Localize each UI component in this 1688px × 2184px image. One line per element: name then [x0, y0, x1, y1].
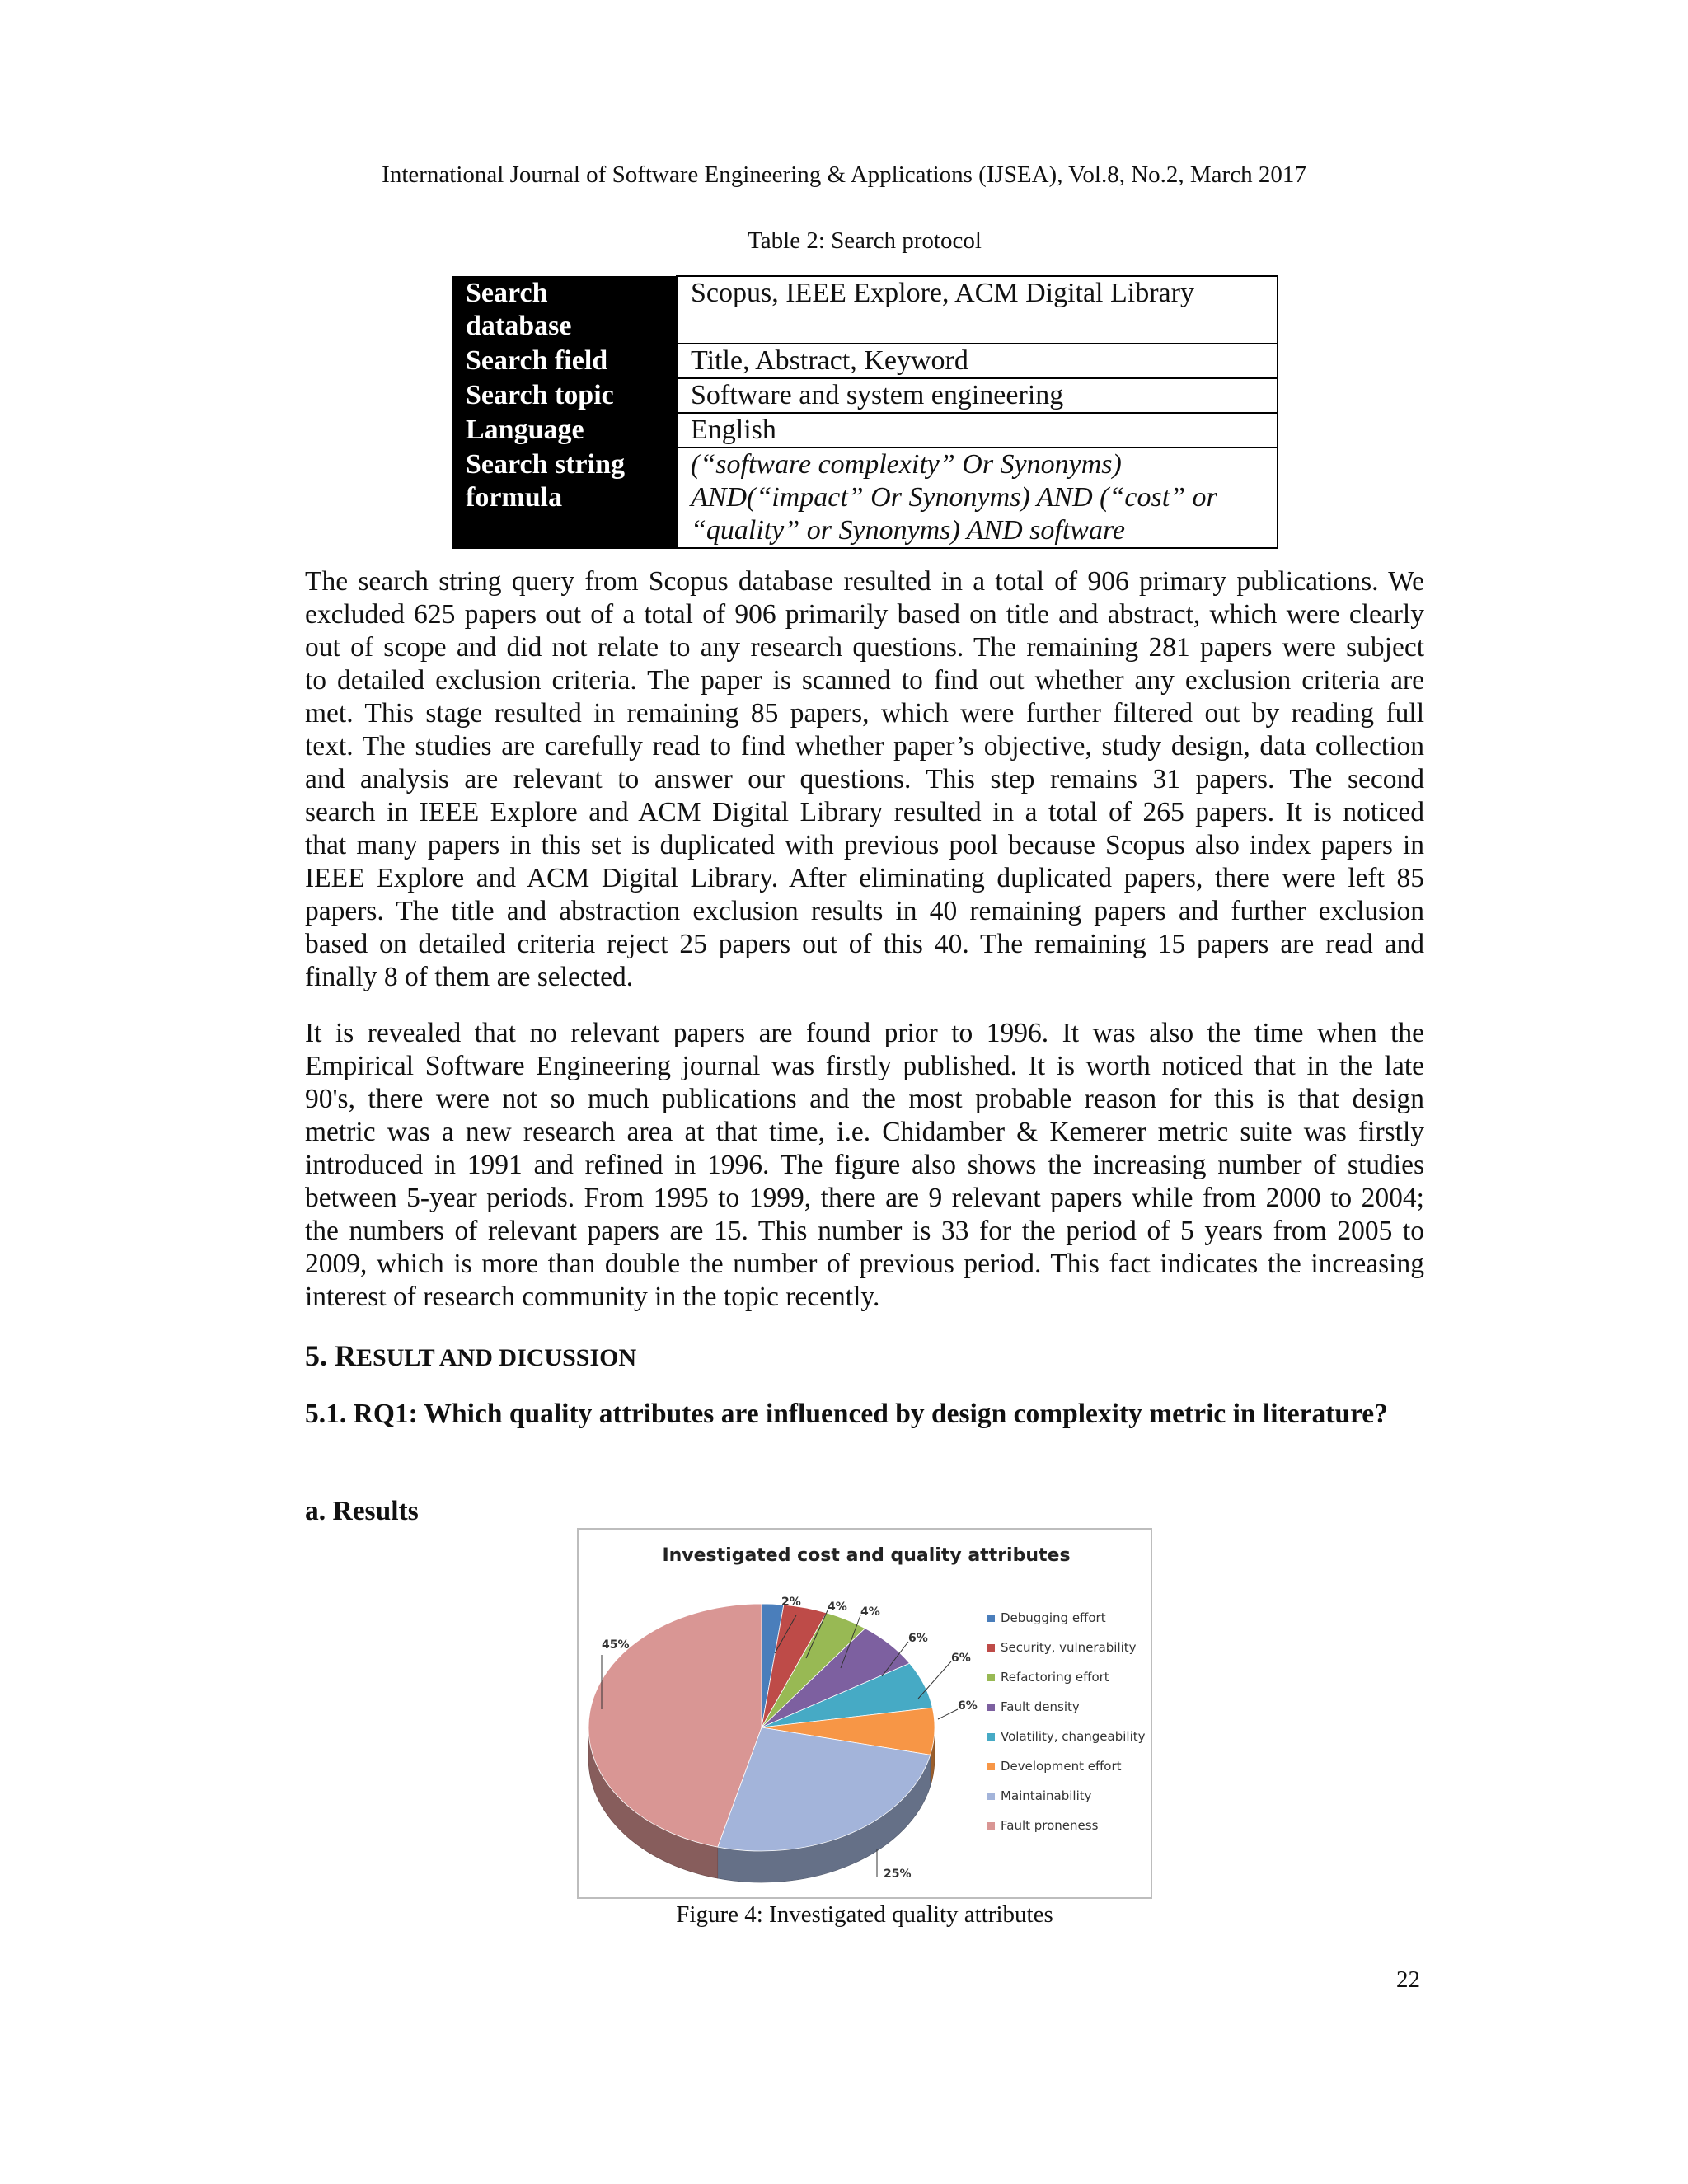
legend-entry: Fault density [1001, 1699, 1080, 1714]
data-label: 45% [602, 1638, 630, 1652]
chart-title: Investigated cost and quality attributes [662, 1545, 1071, 1566]
paragraph-line: the numbers of relevant papers are 15. This number is 33 for the period of 5 years from 2005 to [305, 1216, 1424, 1246]
paragraph-line: Empirical Software Engineering journal was firstly published. It is worth noticed that in the late [305, 1051, 1424, 1081]
table-value-cell: (“software complexity” Or Synonyms) AND(“impact” Or Synonyms) AND (“cost” or “quality” or Synonyms) AND software [677, 448, 1278, 548]
paragraph-line: text. The studies are carefully read to find whether paper’s objective, study design, data collection [305, 731, 1424, 762]
table-row [452, 378, 1278, 413]
paragraph-line: met. This stage resulted in remaining 85 papers, which were further filtered out by reading full [305, 698, 1424, 729]
paragraph-line: and analysis are relevant to answer our questions. This step remains 31 papers. The second [305, 764, 1424, 794]
table-key-cell: Language [452, 413, 678, 448]
paragraph-line: that many papers in this set is duplicated with previous pool because Scopus also index papers in [305, 830, 1424, 860]
figure-caption: Figure 4: Investigated quality attributes [676, 1901, 1053, 1928]
table-value-cell: Scopus, IEEE Explore, ACM Digital Library [677, 276, 1278, 344]
legend-entry: Refactoring effort [1001, 1670, 1109, 1685]
table-row [452, 276, 1278, 344]
section-heading: 5. RESULT AND DICUSSION [305, 1339, 637, 1372]
paragraph-line: metric was a new research area at that time, i.e. Chidamber & Kemerer metric suite was firstly [305, 1117, 1424, 1147]
paragraph-line: excluded 625 papers out of a total of 906 primarily based on title and abstract, which were clearly [305, 599, 1424, 630]
table-key-cell: Search string formula [452, 448, 678, 548]
legend-swatch [987, 1644, 995, 1652]
table-value-cell: Software and system engineering [677, 378, 1278, 413]
paragraph-line: finally 8 of them are selected. [305, 962, 634, 992]
paragraph-line: introduced in 1991 and refined in 1996. The figure also shows the increasing number of studies [305, 1150, 1424, 1180]
paragraph-line: The search string query from Scopus database resulted in a total of 906 primary publications. We [305, 566, 1424, 597]
pie-chart [579, 1530, 1154, 1900]
table-row [452, 344, 1278, 378]
legend-entry: Security, vulnerability [1001, 1640, 1137, 1655]
table-row [452, 448, 1278, 548]
legend-swatch [987, 1822, 995, 1830]
legend-swatch [987, 1763, 995, 1770]
data-label-leader [938, 1709, 958, 1719]
data-label: 6% [958, 1699, 978, 1713]
legend-swatch [987, 1615, 995, 1622]
legend-entry: Maintainability [1001, 1788, 1092, 1803]
table-value-cell: English [677, 413, 1278, 448]
search-protocol-table [452, 275, 1278, 549]
paragraph-line: interest of research community in the topic recently. [305, 1282, 880, 1312]
paragraph-line: 90's, there were not so much publications and the most probable reason for this is that design [305, 1084, 1424, 1114]
table-key-cell: Search field [452, 344, 678, 378]
pie-chart-figure [577, 1528, 1152, 1899]
paragraph-line: 2009, which is more than double the number of previous period. This fact indicates the increasing [305, 1249, 1424, 1279]
legend-entry: Fault proneness [1001, 1818, 1099, 1833]
data-label: 6% [951, 1652, 971, 1665]
data-label: 6% [908, 1632, 928, 1645]
paragraph-line: papers. The title and abstraction exclusion results in 40 remaining papers and further exclusion [305, 896, 1424, 926]
paragraph-line: based on detailed criteria reject 25 papers out of this 40. The remaining 15 papers are read and [305, 929, 1424, 959]
table-caption: Table 2: Search protocol [748, 227, 982, 254]
table-key-cell: Search database [452, 276, 678, 344]
legend-swatch [987, 1674, 995, 1681]
data-label: 25% [884, 1868, 912, 1881]
running-header: International Journal of Software Engineering & Applications (IJSEA), Vol.8, No.2, March 2017 [382, 162, 1306, 188]
paragraph-line: search in IEEE Explore and ACM Digital Library resulted in a total of 265 papers. It is noticed [305, 797, 1424, 827]
data-label: 4% [860, 1605, 880, 1619]
table-value-cell: Title, Abstract, Keyword [677, 344, 1278, 378]
paragraph-line: between 5-year periods. From 1995 to 1999, there are 9 relevant papers while from 2000 to 2004; [305, 1183, 1424, 1213]
legend-entry: Volatility, changeability [1001, 1729, 1146, 1744]
paragraph-line: IEEE Explore and ACM Digital Library. After eliminating duplicated papers, there were left 85 [305, 863, 1424, 893]
legend-swatch [987, 1793, 995, 1800]
legend-swatch [987, 1733, 995, 1741]
data-label: 2% [781, 1596, 801, 1609]
data-label: 4% [828, 1601, 847, 1614]
legend-entry: Development effort [1001, 1759, 1122, 1774]
paragraph-search-results [305, 565, 1424, 994]
table-row [452, 413, 1278, 448]
paragraph-line: It is revealed that no relevant papers are found prior to 1996. It was also the time when the [305, 1018, 1424, 1048]
legend-entry: Debugging effort [1001, 1610, 1106, 1625]
page-number: 22 [1396, 1966, 1420, 1993]
subsubsection-heading: a. Results [305, 1496, 419, 1526]
paragraph-line: out of scope and did not relate to any research questions. The remaining 281 papers were subject [305, 632, 1424, 663]
table-key-cell: Search topic [452, 378, 678, 413]
subsection-heading: 5.1. RQ1: Which quality attributes are influenced by design complexity metric in literature? [305, 1399, 1388, 1429]
paragraph-line: to detailed exclusion criteria. The paper is scanned to find out whether any exclusion criteria are [305, 665, 1424, 696]
legend-swatch [987, 1704, 995, 1711]
data-label-leader [918, 1661, 951, 1699]
paragraph-temporal-trend [305, 1017, 1424, 1314]
